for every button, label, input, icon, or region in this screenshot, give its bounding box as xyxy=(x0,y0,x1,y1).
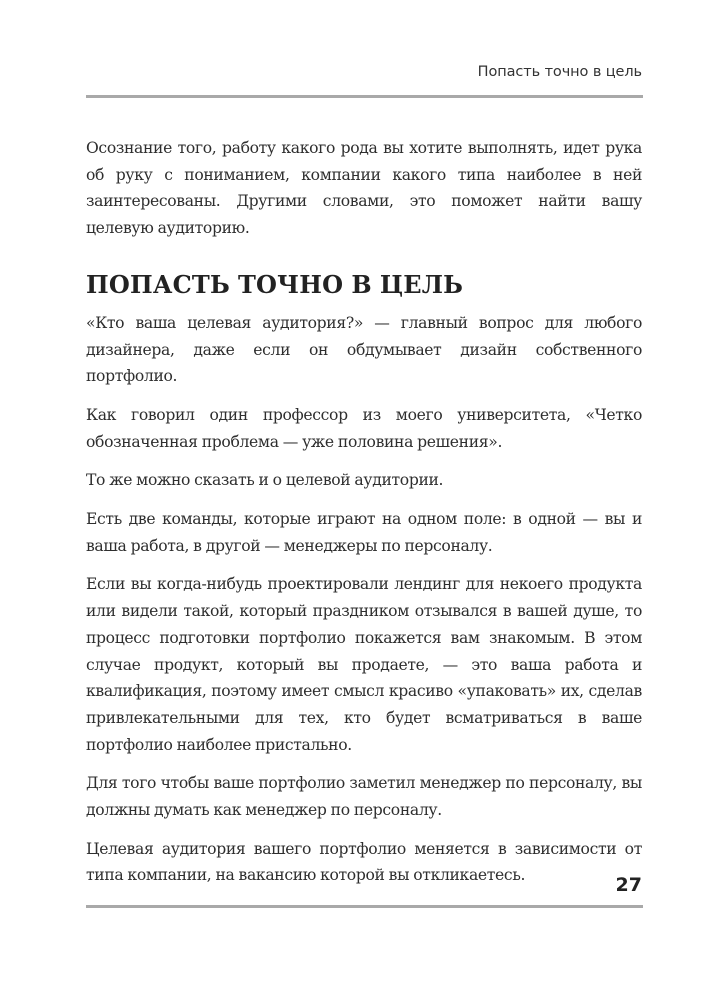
running-header-title: Попасть точно в цель xyxy=(477,64,642,80)
page-body xyxy=(86,135,642,901)
body-paragraph: Как говорил один профессор из моего университета, «Четко обозначенная проблема — уже половина решения». xyxy=(86,405,642,451)
intro-paragraph: Осознание того, работу какого рода вы хотите выполнять, идет рука об руку с пониманием, компании какого типа наиболее в ней заинтересованы. Другими словами, это поможет найти вашу целевую аудиторию. xyxy=(86,139,642,238)
footer-rule xyxy=(86,905,643,908)
body-paragraph: Если вы когда-нибудь проектировали лендинг для некоего продукта или видели такой, который праздником отзывался в вашей душе, то процесс подготовки портфолио покажется вам знакомым. В этом случае продукт, который вы продаете, — это ваша работа и квалификация, поэтому имеет смысл красиво «упаковать» их, сделав привлекательными для тех, кто будет всматриваться в ваше портфолио наиболее пристально. xyxy=(86,575,642,754)
body-paragraph: То же можно сказать и о целевой аудитории. xyxy=(86,471,444,490)
body-paragraph: Целевая аудитория вашего портфолио меняется в зависимости от типа компании, на вакансию которой вы откликаетесь. xyxy=(86,839,642,885)
body-paragraph: «Кто ваша целевая аудитория?» — главный вопрос для любого дизайнера, даже если он обдумывает дизайн собственного портфолио. xyxy=(86,313,642,386)
header-rule xyxy=(86,95,643,98)
page-number: 27 xyxy=(615,874,642,896)
body-paragraph: Есть две команды, которые играют на одном поле: в одной — вы и ваша работа, в другой — менеджеры по персоналу. xyxy=(86,510,642,555)
body-paragraph: Для того чтобы ваше портфолио заметил менеджер по персоналу, вы должны думать как менеджер по персоналу. xyxy=(86,774,642,820)
section-heading: ПОПАСТЬ ТОЧНО В ЦЕЛЬ xyxy=(86,269,464,299)
